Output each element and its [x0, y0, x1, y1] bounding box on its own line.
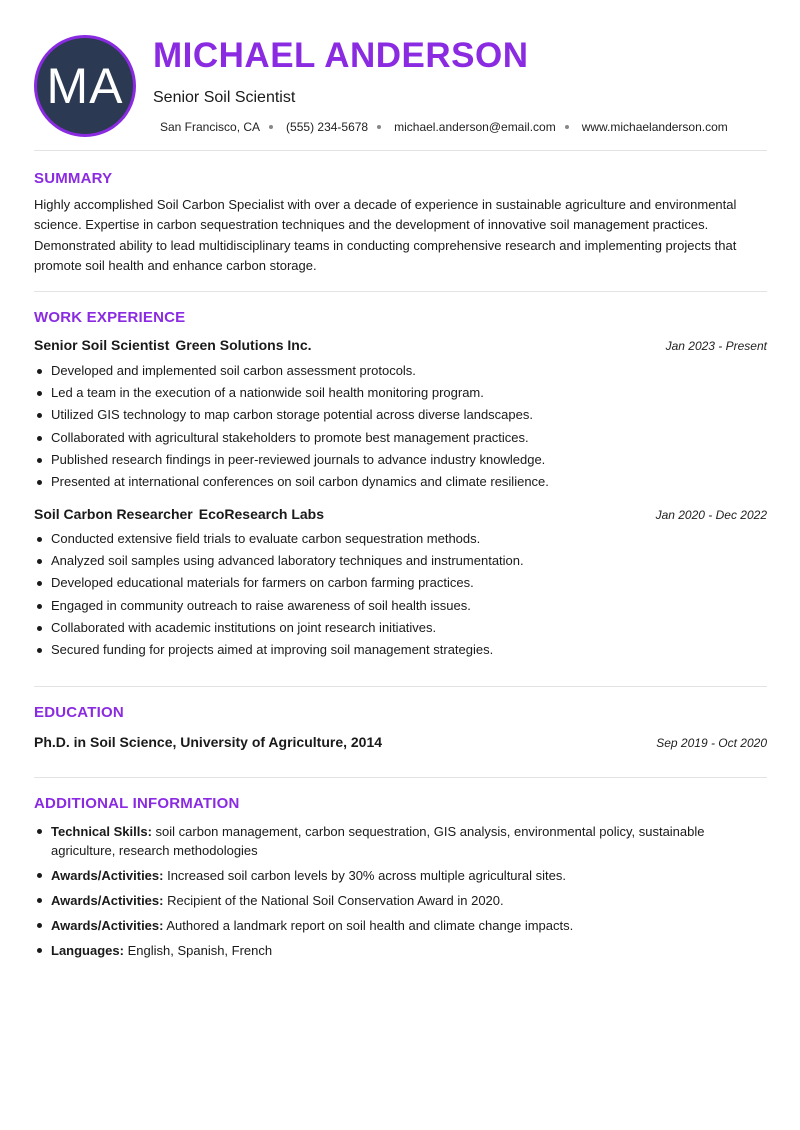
- contact-location: San Francisco, CA: [160, 120, 261, 134]
- job-dates: Jan 2023 - Present: [665, 339, 767, 353]
- section-divider: [34, 150, 767, 151]
- list-item: [34, 891, 767, 910]
- list-item: [34, 941, 767, 960]
- list-item: Conducted extensive field trials to evaluate carbon sequestration methods.: [34, 528, 767, 550]
- education-degree: Ph.D. in Soil Science, University of Agriculture, 2014: [34, 734, 383, 750]
- job-title: [34, 337, 312, 353]
- additional-heading: ADDITIONAL INFORMATION: [34, 795, 240, 812]
- contact-line: [160, 120, 728, 134]
- job-position: Soil Carbon Researcher: [34, 506, 193, 522]
- job-header: [34, 506, 767, 522]
- job-dates: Jan 2020 - Dec 2022: [655, 508, 767, 522]
- candidate-role: Senior Soil Scientist: [153, 89, 296, 106]
- job-company: Green Solutions Inc.: [175, 337, 312, 353]
- separator-dot: [377, 125, 381, 129]
- job-header: [34, 337, 767, 353]
- list-item: Secured funding for projects aimed at improving soil management strategies.: [34, 639, 767, 661]
- experience-heading: WORK EXPERIENCE: [34, 309, 186, 326]
- contact-email[interactable]: michael.anderson@email.com: [394, 120, 556, 134]
- avatar: [34, 35, 136, 137]
- info-text: soil carbon management, carbon sequestration, GIS analysis, environmental policy, sustainable agriculture, research methodologies: [51, 824, 705, 858]
- info-label: Awards/Activities:: [51, 918, 164, 933]
- list-item: [34, 866, 767, 885]
- job-position: Senior Soil Scientist: [34, 337, 170, 353]
- info-label: Languages:: [51, 943, 124, 958]
- education-entry: [34, 734, 767, 750]
- job-bullets: [34, 528, 767, 661]
- list-item: Collaborated with academic institutions on joint research initiatives.: [34, 617, 767, 639]
- contact-phone[interactable]: (555) 234-5678: [286, 120, 369, 134]
- info-label: Technical Skills:: [51, 824, 152, 839]
- job-bullets: [34, 360, 767, 493]
- candidate-name: MICHAEL ANDERSON: [153, 36, 529, 75]
- section-divider: [34, 291, 767, 292]
- additional-list: [34, 822, 767, 966]
- job-title: [34, 506, 324, 522]
- section-divider: [34, 777, 767, 778]
- list-item: [34, 822, 767, 860]
- list-item: Presented at international conferences on soil carbon dynamics and climate resilience.: [34, 471, 767, 493]
- summary-text: Highly accomplished Soil Carbon Specialist with over a decade of experience in sustainable agriculture and environmental science. Expertise in carbon sequestration techniques and the development of innovative soil management practices. Demonstrated ability to lead multidisciplinary teams in conducting comprehensive research and implementing projects that promote soil health and enhance carbon storage.: [34, 197, 737, 274]
- list-item: Collaborated with agricultural stakeholders to promote best management practices.: [34, 427, 767, 449]
- info-text: Increased soil carbon levels by 30% across multiple agricultural sites.: [167, 868, 566, 883]
- info-text: Recipient of the National Soil Conservation Award in 2020.: [167, 893, 504, 908]
- education-dates: Sep 2019 - Oct 2020: [656, 736, 767, 750]
- list-item: Analyzed soil samples using advanced laboratory techniques and instrumentation.: [34, 550, 767, 572]
- info-text: English, Spanish, French: [127, 943, 273, 958]
- list-item: Developed educational materials for farmers on carbon farming practices.: [34, 572, 767, 594]
- list-item: Engaged in community outreach to raise awareness of soil health issues.: [34, 595, 767, 617]
- summary-heading: SUMMARY: [34, 170, 113, 187]
- list-item: Published research findings in peer-reviewed journals to advance industry knowledge.: [34, 449, 767, 471]
- separator-dot: [269, 125, 273, 129]
- info-text: Authored a landmark report on soil health and climate change impacts.: [166, 918, 574, 933]
- list-item: Utilized GIS technology to map carbon storage potential across diverse landscapes.: [34, 404, 767, 426]
- education-heading: EDUCATION: [34, 704, 124, 721]
- contact-website[interactable]: www.michaelanderson.com: [581, 120, 728, 134]
- list-item: [34, 916, 767, 935]
- list-item: Developed and implemented soil carbon assessment protocols.: [34, 360, 767, 382]
- avatar-initials: MA: [46, 58, 124, 114]
- info-label: Awards/Activities:: [51, 868, 164, 883]
- info-label: Awards/Activities:: [51, 893, 164, 908]
- section-divider: [34, 686, 767, 687]
- separator-dot: [565, 125, 569, 129]
- list-item: Led a team in the execution of a nationwide soil health monitoring program.: [34, 382, 767, 404]
- job-company: EcoResearch Labs: [198, 506, 325, 522]
